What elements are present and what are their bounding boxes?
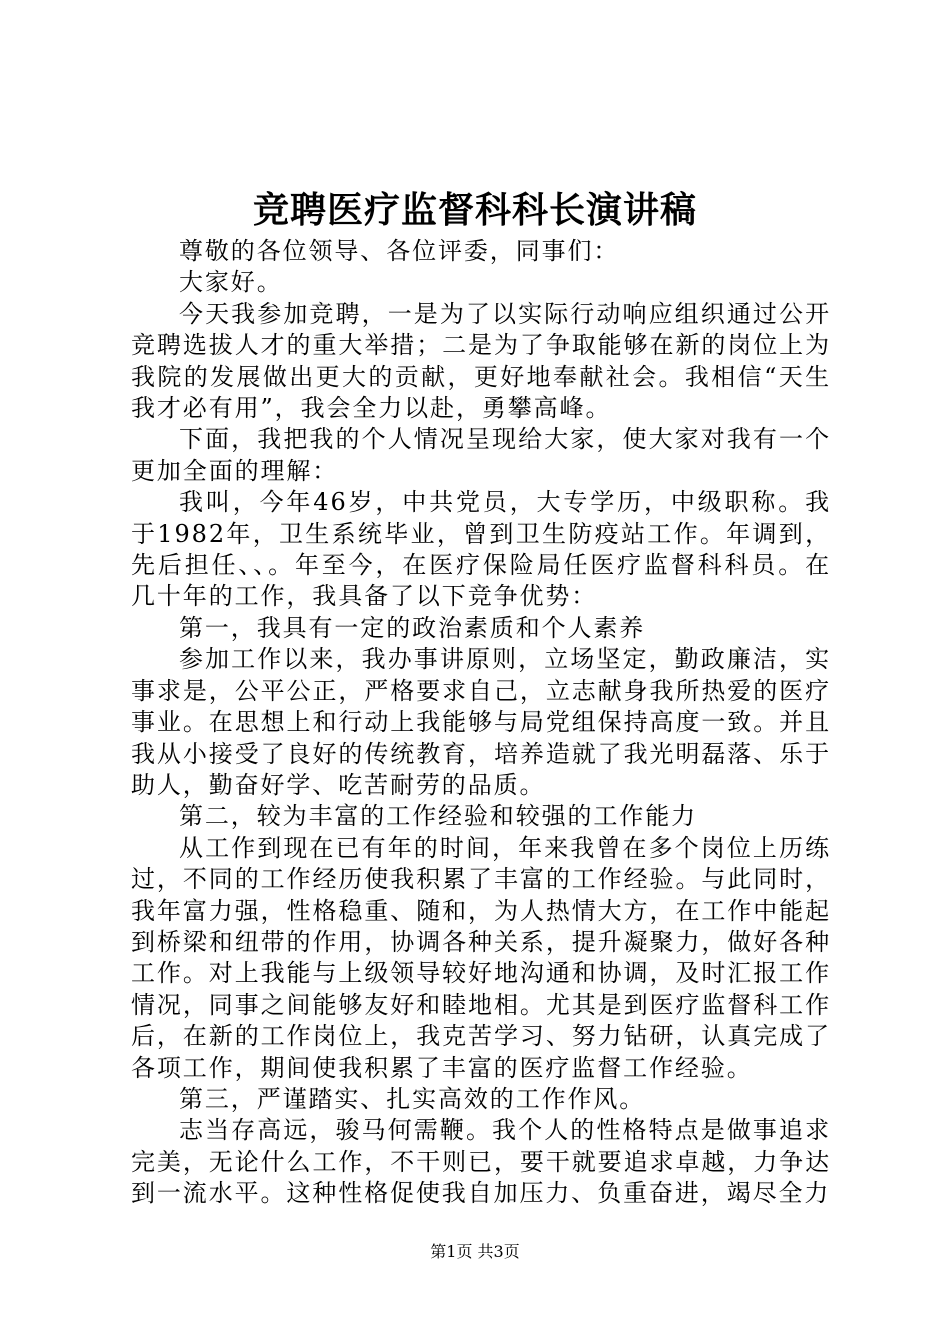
paragraph-heading-third: 第三，严谨踏实、扎实高效的工作作风。 [179,1084,646,1113]
document-title: 竞聘医疗监督科科长演讲稿 [252,189,697,231]
paragraph-intro: 今天我参加竞聘，一是为了以实际行动响应组织通过公开竞聘选拔人才的重大举措；二是为了争取能够在新的岗位上为我院的发展做出更大的贡献，更好地奉献社会。我相信“天生我才必有用”，我会全力以赴，勇攀高峰。 [131,299,831,423]
paragraph-greeting: 大家好。 [179,268,283,297]
page-number-footer: 第1页 共3页 [430,1242,520,1261]
paragraph-personal-info: 我叫，今年46岁，中共党员，大专学历，中级职称。我于1982年，卫生系统毕业，曾到卫生防疫站工作。年调到，先后担任、、。年至今，在医疗保险局任医疗监督科科员。在几十年的工作，我具备了以下竞争优势： [131,488,831,611]
paragraph-salutation: 尊敬的各位领导、各位评委，同事们： [179,237,620,265]
paragraph-second-detail: 从工作到现在已有年的时间，年来我曾在多个岗位上历练过，不同的工作经历使我积累了丰富的工作经验。与此同时，我年富力强，性格稳重、随和，为人热情大方，在工作中能起到桥梁和纽带的作用，协调各种关系，提升凝聚力，做好各种工作。对上我能与上级领导较好地沟通和协调，及时汇报工作情况，同事之间能够友好和睦地相。尤其是到医疗监督科工作后，在新的工作岗位上，我克苦学习、努力钻研，认真完成了各项工作，期间使我积累了丰富的医疗监督工作经验。 [131,833,831,1082]
paragraph-heading-second: 第二，较为丰富的工作经验和较强的工作能力 [179,802,697,831]
paragraph-transition: 下面，我把我的个人情况呈现给大家，使大家对我有一个更加全面的理解： [131,425,831,485]
paragraph-third-detail: 志当存高远，骏马何需鞭。我个人的性格特点是做事追求完美，无论什么工作，不干则已，要干就要追求卓越，力争达到一流水平。这种性格促使我自加压力、负重奋进，竭尽全力 [131,1116,831,1208]
paragraph-heading-first: 第一，我具有一定的政治素质和个人素养 [179,613,646,642]
document-body [131,236,831,1210]
paragraph-first-detail: 参加工作以来，我办事讲原则，立场坚定，勤政廉洁，实事求是，公平公正，严格要求自己，立志献身我所热爱的医疗事业。在思想上和行动上我能够与局党组保持高度一致。并且我从小接受了良好的传统教育，培养造就了我光明磊落、乐于助人，勤奋好学、吃苦耐劳的品质。 [131,645,831,799]
